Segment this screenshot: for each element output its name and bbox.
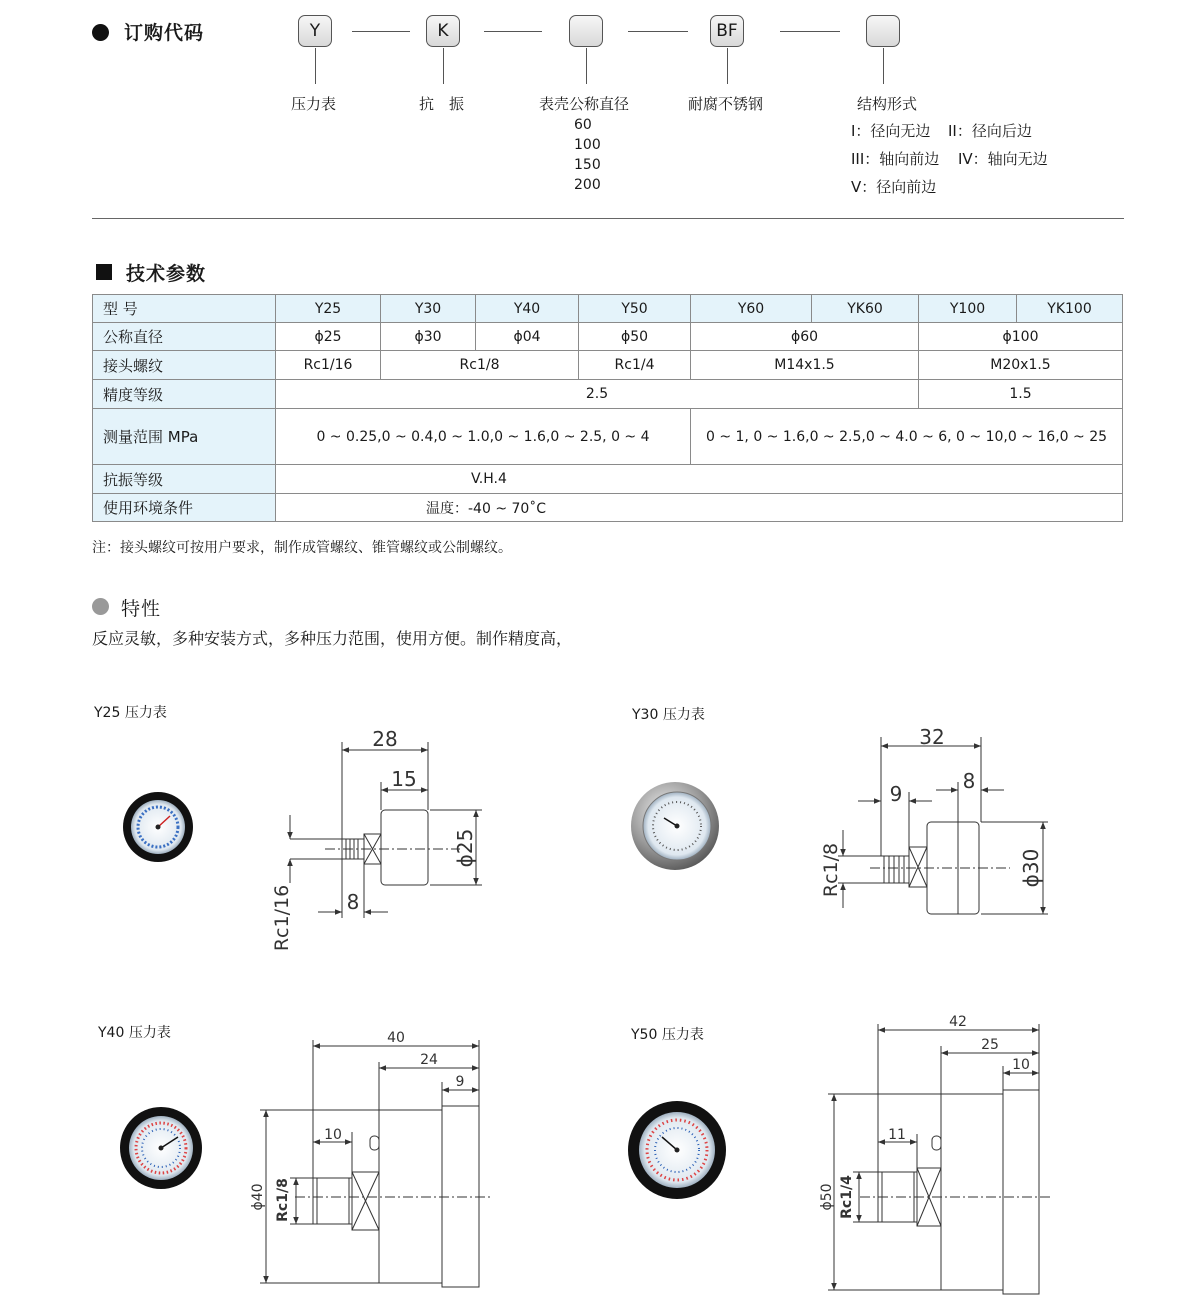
header-cell: Y40 <box>476 295 579 323</box>
row-label: 精度等级 <box>93 380 276 409</box>
header-cell: YK100 <box>1017 295 1123 323</box>
gauge-title-y30: Y30 压力表 <box>632 707 705 723</box>
header-cell: YK60 <box>812 295 919 323</box>
table-cell: V.H.4 <box>276 465 1123 494</box>
dimension-drawing-y30 <box>838 737 1048 914</box>
header-cell: Y60 <box>691 295 812 323</box>
dim-label: Rc1/16 <box>271 884 293 952</box>
dim-label: 42 <box>949 1014 967 1030</box>
gauge-photo-y40 <box>120 1107 202 1189</box>
table-cell: 0 ~ 0.25,0 ~ 0.4,0 ~ 1.0,0 ~ 1.6,0 ~ 2.5, 0 ~ 4 <box>276 409 691 465</box>
tech-params-title: 技术参数 <box>126 263 207 285</box>
table-cell: Rc1/8 <box>381 351 579 380</box>
header-cell: Y50 <box>579 295 691 323</box>
table-cell: ϕ25 <box>276 323 381 351</box>
dim-label: 9 <box>889 782 903 806</box>
dim-label: 25 <box>981 1037 999 1053</box>
header-cell: Y30 <box>381 295 476 323</box>
structure-option: II：径向后边 <box>948 122 1032 140</box>
table-cell: Rc1/4 <box>579 351 691 380</box>
diameter-option: 60 <box>574 117 592 133</box>
table-cell: M14x1.5 <box>691 351 919 380</box>
header-cell: Y25 <box>276 295 381 323</box>
dim-label: Rc1/8 <box>820 842 842 898</box>
label-structure: 结构形式 <box>857 95 918 113</box>
row-label: 抗振等级 <box>93 465 276 494</box>
gauge-title-y40: Y40 压力表 <box>98 1025 171 1041</box>
label-gauge: 压力表 <box>291 95 337 113</box>
code-box-bf: BF <box>710 15 744 47</box>
table-cell: ϕ60 <box>691 323 919 351</box>
code-box-y: Y <box>298 15 332 47</box>
header-cell: Y100 <box>919 295 1017 323</box>
table-cell: 温度：-40 ~ 70˚C <box>276 494 1123 522</box>
structure-option: IV：轴向无边 <box>958 150 1048 168</box>
header-cell: 型 号 <box>93 295 276 323</box>
diameter-option: 200 <box>574 177 601 193</box>
gauge-photo-y30 <box>631 782 719 870</box>
dim-label: 24 <box>420 1052 438 1068</box>
code-box-k: K <box>426 15 460 47</box>
dim-label: ϕ50 <box>819 1183 835 1211</box>
gauge-title-y50: Y50 压力表 <box>631 1027 704 1043</box>
row-label: 使用环境条件 <box>93 494 276 522</box>
dim-label: Rc1/8 <box>275 1178 291 1222</box>
structure-option: III：轴向前边 <box>851 150 940 168</box>
table-note: 注：接头螺纹可按用户要求，制作成管螺纹、锥管螺纹或公制螺纹。 <box>92 540 512 556</box>
table-cell: ϕ30 <box>381 323 476 351</box>
table-cell: 1.5 <box>919 380 1123 409</box>
dim-label: 11 <box>888 1127 906 1143</box>
diameter-option: 100 <box>574 137 601 153</box>
features-title: 特性 <box>121 598 162 620</box>
dim-label: ϕ40 <box>250 1183 266 1211</box>
structure-option: I：径向无边 <box>851 122 931 140</box>
table-cell: M20x1.5 <box>919 351 1123 380</box>
row-label: 接头螺纹 <box>93 351 276 380</box>
dim-label: 8 <box>346 890 360 914</box>
dim-label: Rc1/4 <box>839 1175 855 1219</box>
table-cell: 0 ~ 1, 0 ~ 1.6,0 ~ 2.5,0 ~ 4.0 ~ 6, 0 ~ 10,0 ~ 16,0 ~ 25 <box>691 409 1123 465</box>
dim-label: 8 <box>962 769 976 793</box>
order-code-title: 订购代码 <box>124 22 205 44</box>
table-cell: Rc1/16 <box>276 351 381 380</box>
label-stainless: 耐腐不锈钢 <box>688 95 764 113</box>
dim-label: 32 <box>919 725 945 749</box>
diameter-option: 150 <box>574 157 601 173</box>
table-cell: ϕ50 <box>579 323 691 351</box>
label-antivibration: 抗 振 <box>419 95 465 113</box>
dim-label: ϕ25 <box>453 828 477 868</box>
dim-label: 10 <box>1012 1057 1030 1073</box>
gauge-title-y25: Y25 压力表 <box>94 705 167 721</box>
structure-option: V：径向前边 <box>851 178 937 196</box>
features-text: 反应灵敏，多种安装方式，多种压力范围，使用方便。制作精度高， <box>92 629 573 648</box>
table-cell: ϕ04 <box>476 323 579 351</box>
table-cell: 2.5 <box>276 380 919 409</box>
dim-label: 15 <box>391 767 417 791</box>
dim-label: 10 <box>324 1127 342 1143</box>
dim-label: 28 <box>372 727 398 751</box>
dim-label: 40 <box>387 1030 405 1046</box>
dim-label: 9 <box>455 1074 465 1090</box>
row-label: 公称直径 <box>93 323 276 351</box>
table-cell: ϕ100 <box>919 323 1123 351</box>
dim-label: ϕ30 <box>1019 848 1043 888</box>
label-case-diameter: 表壳公称直径 <box>539 95 630 113</box>
gauge-photo-y50 <box>628 1101 726 1199</box>
gauge-photo-y25 <box>123 792 193 862</box>
row-label: 测量范围 MPa <box>93 409 276 465</box>
